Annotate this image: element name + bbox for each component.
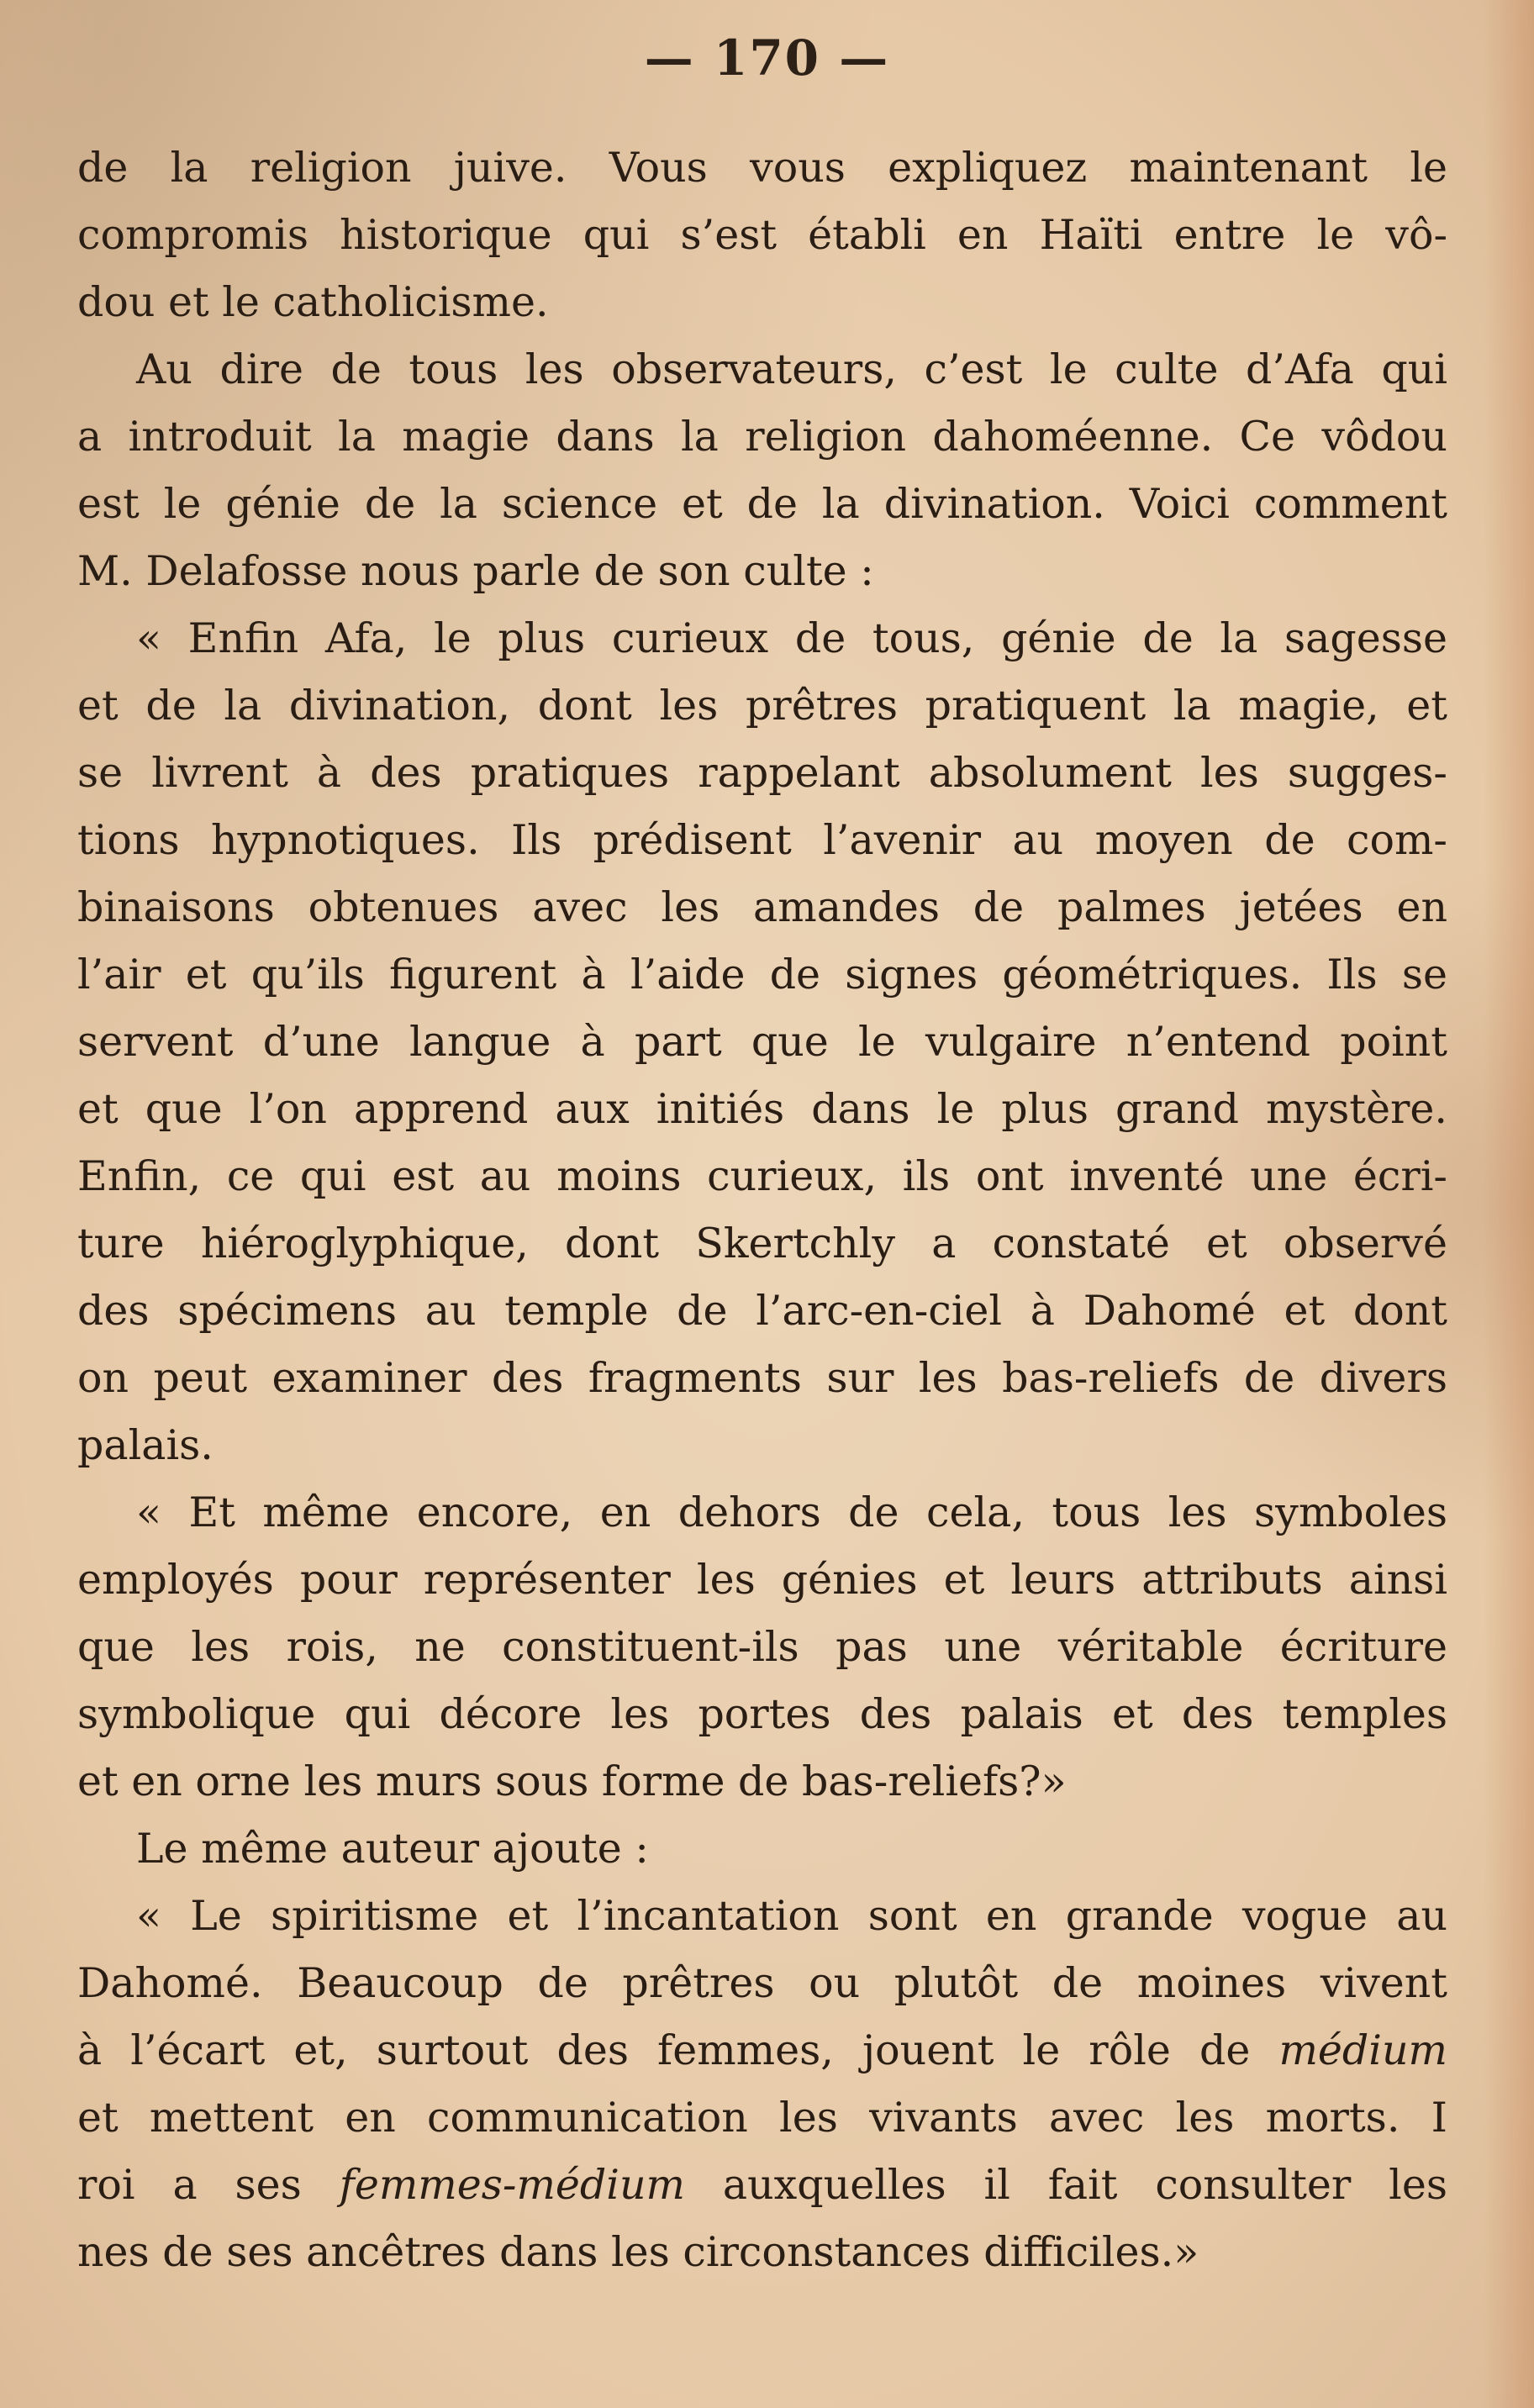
paragraph (77, 605, 1447, 1479)
paragraph (77, 1883, 1447, 2286)
text-line: compromis historique qui s’est établi en Haïti entre le vô- (77, 211, 1447, 259)
text-line: est le génie de la science et de la divination. Voici comment (77, 480, 1447, 528)
text-line: tions hypnotiques. Ils prédisent l’avenir au moyen de com- (77, 816, 1447, 864)
page-edge-stain (1484, 0, 1534, 2408)
text-segment: à l’écart et, surtout des femmes, jouent le rôle de (77, 2026, 1279, 2074)
body-text (77, 134, 1447, 2286)
text-line: Enfin, ce qui est au moins curieux, ils ont inventé une écri- (77, 1152, 1447, 1200)
text-line: et de la divination, dont les prêtres pratiquent la magie, et (77, 682, 1447, 730)
text-line: Dahomé. Beaucoup de prêtres ou plutôt de moines vivent (77, 1959, 1447, 2007)
text-line: servent d’une langue à part que le vulgaire n’entend point (77, 1018, 1447, 1066)
text-line: symbolique qui décore les portes des palais et des temples (77, 1690, 1447, 1738)
text-line (77, 2017, 1447, 2084)
text-line: nes de ses ancêtres dans les circonstances difficiles.» (77, 2228, 1199, 2276)
text-line: employés pour représenter les génies et leurs attributs ainsi (77, 1556, 1447, 1604)
text-line: des spécimens au temple de l’arc-en-ciel à Dahomé et dont (77, 1287, 1447, 1335)
text-line: et mettent en communication les vivants avec les morts. I (77, 2094, 1447, 2142)
text-line: M. Delafosse nous parle de son culte : (77, 547, 874, 595)
text-line: a introduit la magie dans la religion dahoméenne. Ce vôdou (77, 413, 1447, 461)
text-line: et en orne les murs sous forme de bas-reliefs?» (77, 1757, 1067, 1805)
text-line: dou et le catholicisme. (77, 278, 549, 326)
text-line: binaisons obtenues avec les amandes de palmes jetées en (77, 883, 1447, 931)
paragraph (77, 336, 1447, 605)
text-line: se livrent à des pratiques rappelant absolument les sugges- (77, 749, 1447, 797)
text-line: et que l’on apprend aux initiés dans le plus grand mystère. (77, 1085, 1447, 1133)
text-line: l’air et qu’ils figurent à l’aide de signes géométriques. Ils se (77, 951, 1447, 999)
paragraph (77, 1815, 1447, 1883)
text-line: Au dire de tous les observateurs, c’est le culte d’Afa qui (136, 345, 1447, 393)
text-line: « Enfin Afa, le plus curieux de tous, génie de la sagesse (136, 614, 1447, 662)
text-line: Le même auteur ajoute : (136, 1825, 649, 1873)
text-segment: roi a ses (77, 2161, 340, 2209)
text-line (77, 2152, 1447, 2219)
text-segment: auxquelles il fait consulter les (685, 2161, 1447, 2209)
italic-word: médium (1278, 2026, 1447, 2074)
text-line: de la religion juive. Vous vous expliquez maintenant le (77, 144, 1447, 192)
text-line: que les rois, ne constituent-ils pas une véritable écriture (77, 1623, 1447, 1671)
text-line: palais. (77, 1421, 213, 1469)
text-line: on peut examiner des fragments sur les bas-reliefs de divers (77, 1354, 1447, 1402)
italic-word: femmes-médium (339, 2161, 685, 2209)
text-line: « Et même encore, en dehors de cela, tous les symboles (136, 1489, 1447, 1536)
paragraph (77, 1479, 1447, 1815)
text-line: « Le spiritisme et l’incantation sont en grande vogue au (136, 1892, 1447, 1940)
page-number: — 170 — (644, 29, 890, 87)
text-line: ture hiéroglyphique, dont Skertchly a constaté et observé (77, 1220, 1447, 1267)
paragraph (77, 134, 1447, 336)
